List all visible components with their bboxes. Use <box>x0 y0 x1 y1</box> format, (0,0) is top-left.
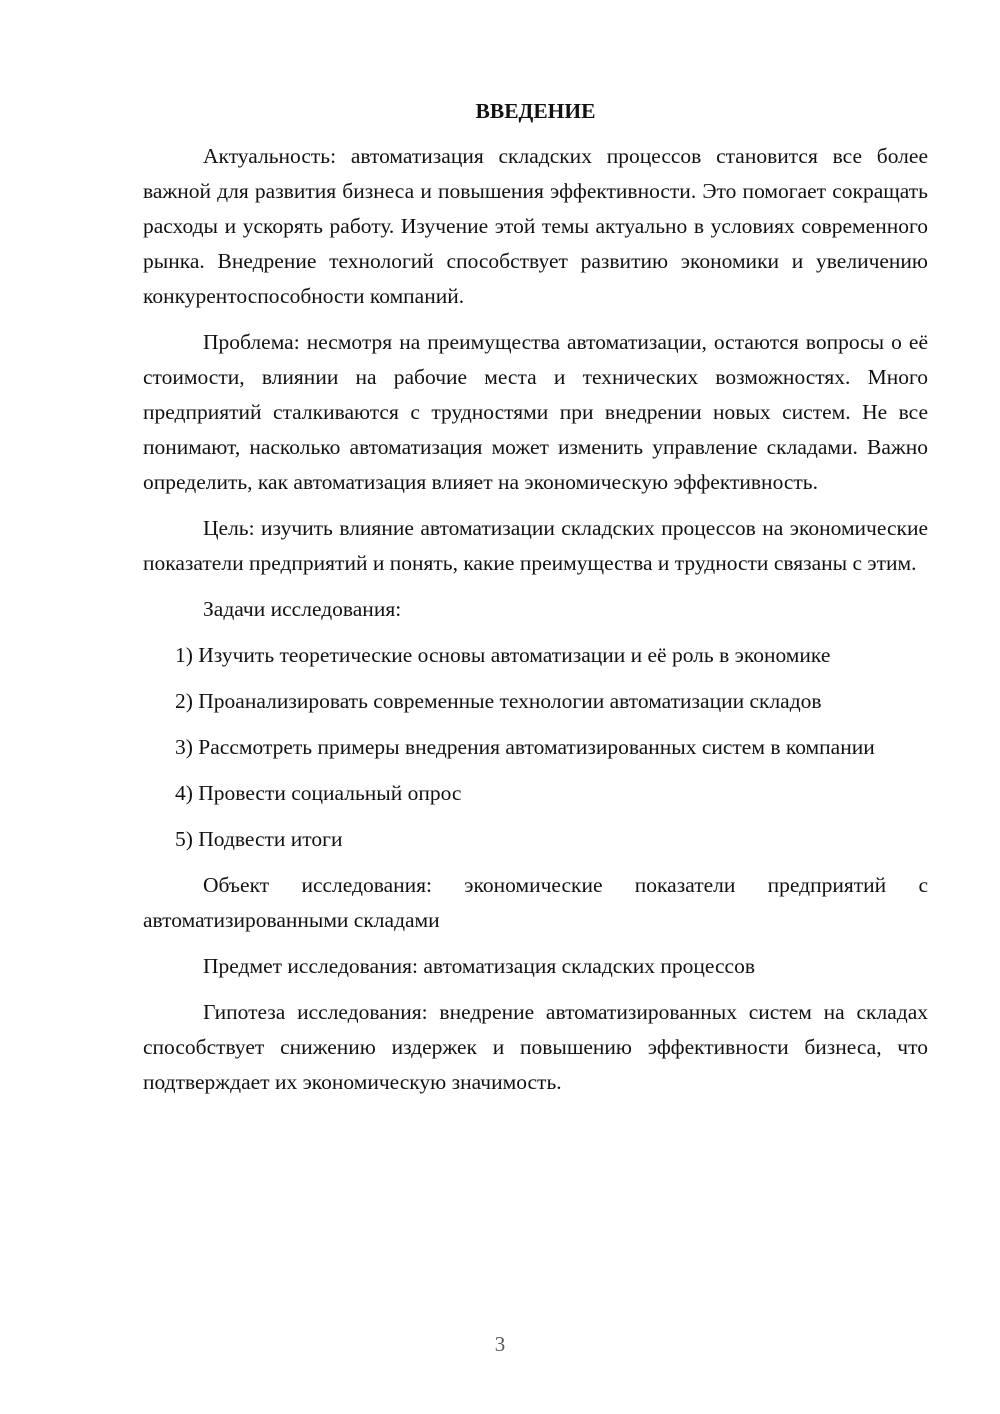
relevance-paragraph: Актуальность: автоматизация складских процессов становится все более важной для развития бизнеса и повышения эффективности. Это помогает сокращать расходы и ускорять работу. Изучение этой темы актуально в условиях современного рынка. Внедрение технологий способствует развитию экономики и увеличению конкурентоспособности компаний. <box>143 144 928 308</box>
hypothesis-paragraph: Гипотеза исследования: внедрение автоматизированных систем на складах способствует снижению издержек и повышению эффективности бизнеса, что подтверждает их экономическую значимость. <box>143 1000 928 1094</box>
document-page <box>143 95 928 1111</box>
object-paragraph: Объект исследования: экономические показатели предприятий с автоматизированными складами <box>143 873 928 932</box>
section-title: ВВЕДЕНИЕ <box>475 99 596 123</box>
tasks-heading: Задачи исследования: <box>203 597 402 621</box>
subject-paragraph: Предмет исследования: автоматизация складских процессов <box>203 954 755 978</box>
problem-paragraph: Проблема: несмотря на преимущества автоматизации, остаются вопросы о её стоимости, влиянии на рабочие места и технических возможностях. Много предприятий сталкиваются с трудностями при внедрении новых систем. Не все понимают, насколько автоматизация может изменить управление складами. Важно определить, как автоматизация влияет на экономическую эффективность. <box>143 330 928 494</box>
goal-paragraph: Цель: изучить влияние автоматизации складских процессов на экономические показатели предприятий и понять, какие преимущества и трудности связаны с этим. <box>143 516 928 575</box>
page-number: 3 <box>494 1332 506 1356</box>
task-item-4: 4) Провести социальный опрос <box>175 781 462 805</box>
task-item-3: 3) Рассмотреть примеры внедрения автоматизированных систем в компании <box>175 735 875 759</box>
task-item-5: 5) Подвести итоги <box>175 827 343 851</box>
task-item-1: 1) Изучить теоретические основы автоматизации и её роль в экономике <box>175 643 831 667</box>
task-item-2: 2) Проанализировать современные технологии автоматизации складов <box>175 689 822 713</box>
